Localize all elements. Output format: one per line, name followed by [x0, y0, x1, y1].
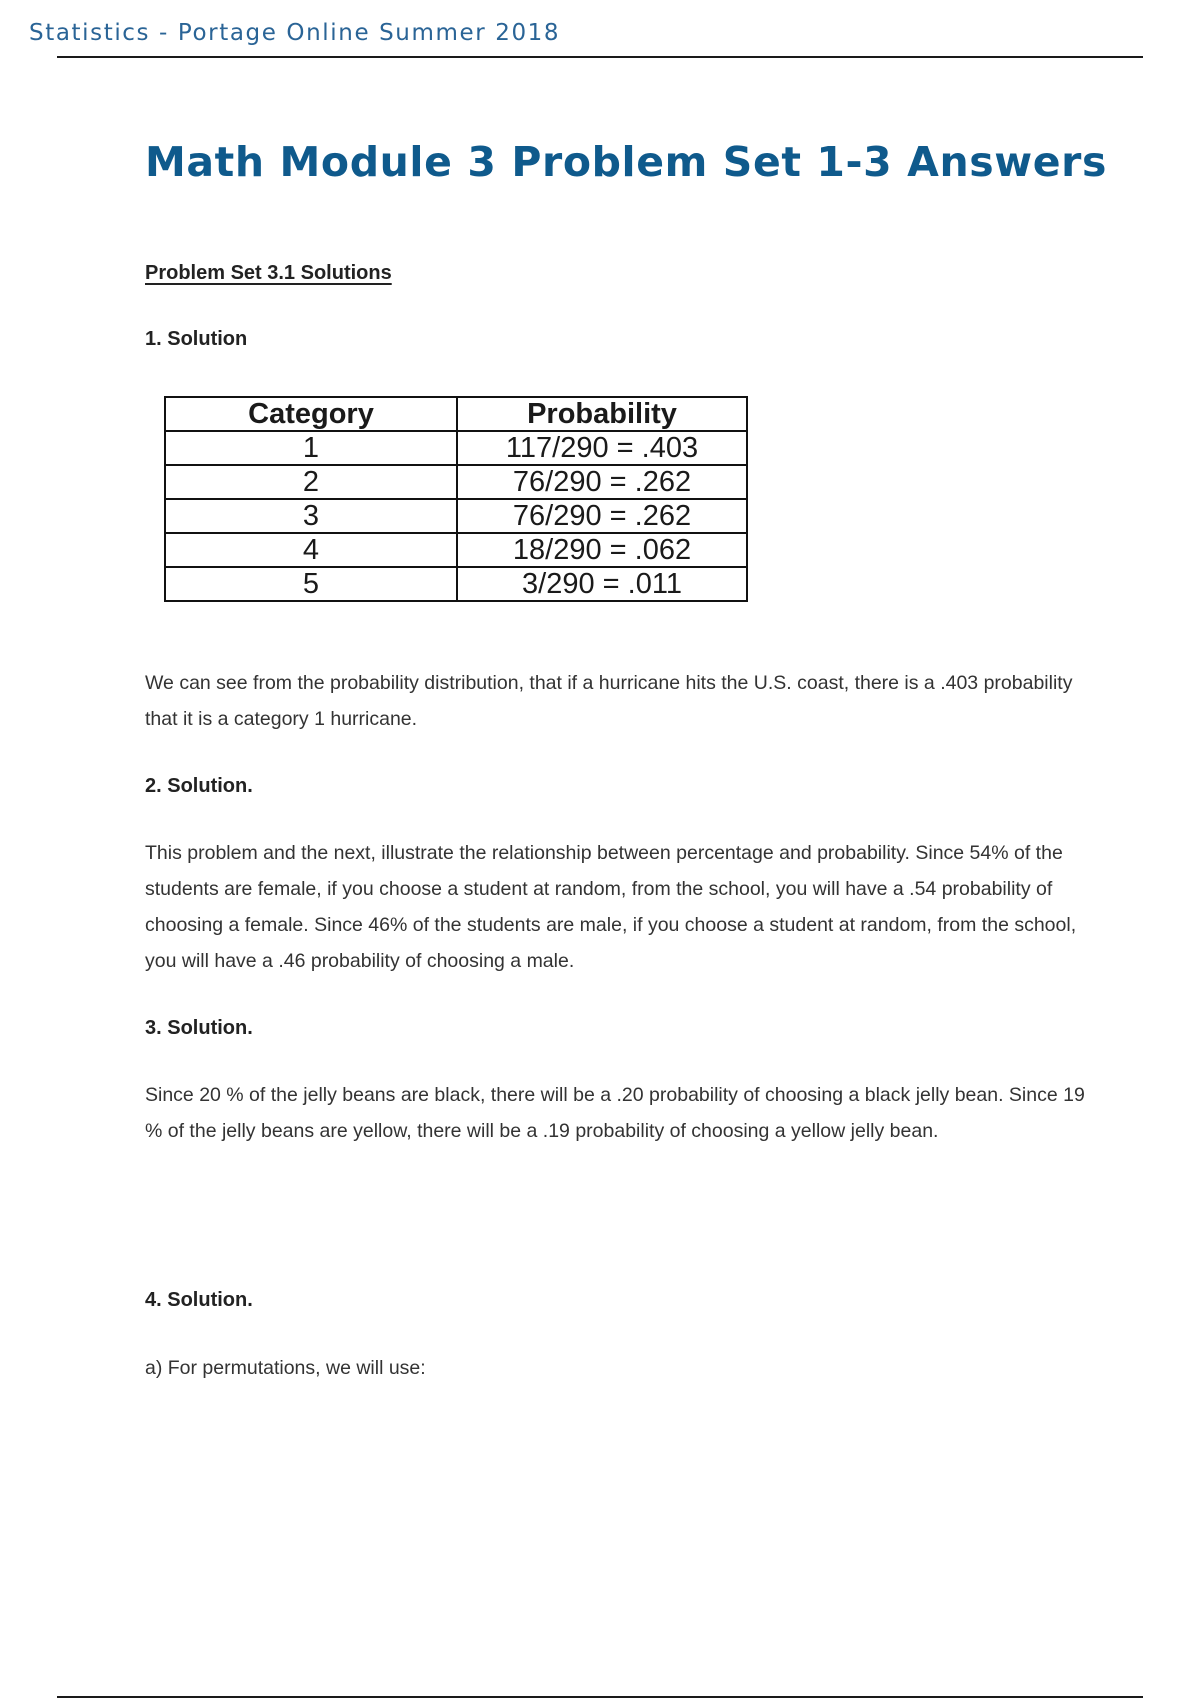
table-row — [165, 465, 747, 499]
solution-4-label: 4. Solution. — [145, 1289, 253, 1311]
column-header-category: Category — [165, 397, 457, 431]
footer-divider — [57, 1696, 1143, 1698]
section-heading: Problem Set 3.1 Solutions — [145, 262, 392, 284]
probability-cell: 18/290 = .062 — [457, 533, 747, 567]
probability-table — [164, 396, 748, 602]
probability-cell: 3/290 = .011 — [457, 567, 747, 601]
solution-1-text: We can see from the probability distribution, that if a hurricane hits the U.S. coast, there is a .403 probability that it is a category 1 hurricane. — [145, 672, 1073, 730]
table-row — [165, 533, 747, 567]
document-title: Math Module 3 Problem Set 1-3 Answers — [145, 138, 1107, 186]
solution-3-text: Since 20 % of the jelly beans are black, there will be a .20 probability of choosing a black jelly bean. Since 19 % of the jelly beans are yellow, there will be a .19 probability of choosing a yellow jelly bean. — [145, 1084, 1085, 1142]
probability-cell: 76/290 = .262 — [457, 499, 747, 533]
category-cell: 5 — [165, 567, 457, 601]
solution-2-text: This problem and the next, illustrate the relationship between percentage and probability. Since 54% of the students are female, if you choose a student at random, from the school, you will have a .54 probability of choosing a female. Since 46% of the students are male, if you choose a student at random, from the school, you will have a .46 probability of choosing a male. — [145, 842, 1077, 972]
table-header-row — [165, 397, 747, 431]
solution-4-text: a) For permutations, we will use: — [145, 1357, 426, 1379]
probability-cell: 76/290 = .262 — [457, 465, 747, 499]
category-cell: 2 — [165, 465, 457, 499]
category-cell: 1 — [165, 431, 457, 465]
table-row — [165, 567, 747, 601]
solution-3-label: 3. Solution. — [145, 1017, 253, 1039]
probability-cell: 117/290 = .403 — [457, 431, 747, 465]
solution-2-label: 2. Solution. — [145, 775, 253, 797]
table-row — [165, 499, 747, 533]
category-cell: 3 — [165, 499, 457, 533]
table-row — [165, 431, 747, 465]
header-divider — [57, 56, 1143, 58]
column-header-probability: Probability — [457, 397, 747, 431]
running-header: Statistics - Portage Online Summer 2018 — [29, 20, 561, 46]
solution-1-label: 1. Solution — [145, 328, 248, 350]
category-cell: 4 — [165, 533, 457, 567]
